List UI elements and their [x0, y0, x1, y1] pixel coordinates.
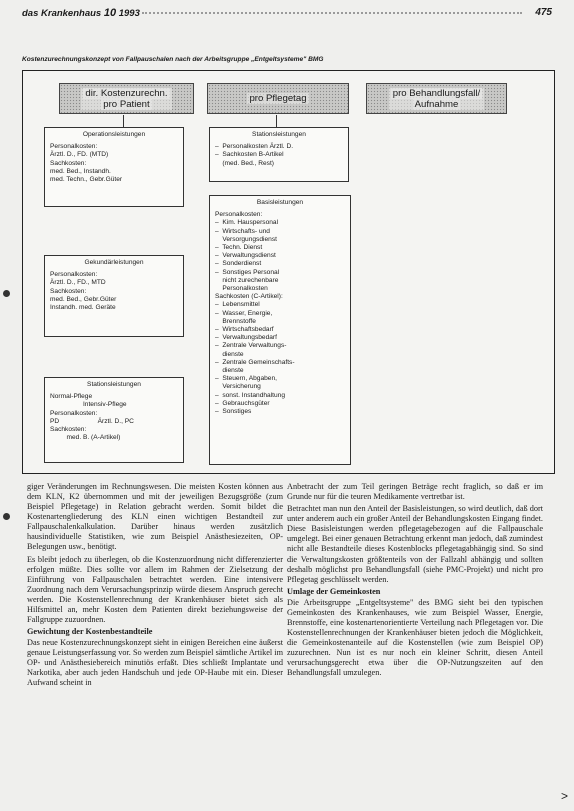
connector-line — [276, 115, 277, 127]
box-line: Versicherung — [215, 383, 261, 391]
box-line: – Wasser, Energie, — [215, 309, 273, 317]
section-heading: Umlage der Gemeinkosten — [287, 586, 381, 596]
box-line: Instandh. med. Geräte — [50, 304, 116, 312]
figure-caption: Kostenzurechnungskonzept von Fallpauschalen nach der Arbeitsgruppe „Entgeltsysteme" BMG — [22, 56, 324, 63]
box-line: – Personalkosten Ärztl. D. — [215, 143, 294, 151]
box-line: – Sachkosten B-Artikel — [215, 151, 284, 159]
page-number: 475 — [535, 7, 552, 18]
box-gekundaerleistungen — [44, 255, 184, 337]
box-line: – Verwaltungsbedarf — [215, 334, 277, 342]
paragraph: giger Veränderungen im Rechnungswesen. Die meisten Kosten können aus dem KLN, K2 übernommen und mit der jeweiligen Bezugsgröße (zum Beispiel Pflegetage) in Relation gebracht werden. Somit bildet die Kostenartengliederung des KLN einen wichtigen Bestandteil zur Fallpauschalenkalkulation. Darüber hinaus werden zusätzlich hausindividuelle Statistiken, wie zum Beispiel Anästhesiezeiten, OP-Belegungen usw., benötigt. — [27, 482, 283, 552]
header-rule — [142, 12, 522, 16]
box-line: – Wirtschaftsbedarf — [215, 326, 274, 334]
box-line: Sachkosten: — [50, 159, 87, 167]
header-per-patient: dir. Kostenzurechn. pro Patient — [59, 83, 194, 114]
box-line: PD Ärztl. D., PC — [50, 417, 134, 425]
box-line: – Zentrale Gemeinschafts- — [215, 358, 295, 366]
box-line: Normal-Pflege — [50, 393, 93, 401]
box-line: Intensiv-Pflege — [50, 401, 127, 409]
box-line: – Sonstiges Personal — [215, 268, 280, 276]
box-line: – Steuern, Abgaben, — [215, 375, 277, 383]
box-stationsleistungen-left — [44, 377, 184, 463]
box-basisleistungen — [209, 195, 351, 465]
journal-title: das Krankenhaus 10 1993 — [22, 7, 140, 19]
header-per-care-day: pro Pflegetag — [207, 83, 349, 114]
box-line: Ärztl. D., FD., MTD — [50, 279, 106, 287]
box-title: Gekundärleistungen — [84, 259, 144, 266]
section-heading: Gewichtung der Kostenbestandteile — [27, 627, 153, 637]
box-line: med. B. (A-Artikel) — [50, 434, 121, 442]
box-title: Stationsleistungen — [87, 381, 141, 388]
box-line: Sachkosten (C-Artikel): — [215, 293, 283, 301]
text-column-left — [27, 482, 283, 691]
running-head — [22, 5, 552, 21]
box-line: dienste — [215, 367, 244, 375]
box-line: – Gebrauchsgüter — [215, 399, 270, 407]
box-line: Sachkosten: — [50, 287, 87, 295]
box-operationsleistungen — [44, 127, 184, 207]
box-line: nicht zurechenbare — [215, 276, 279, 284]
box-line: med. Bed., Gebr.Güter — [50, 295, 117, 303]
box-line: Personalkosten: — [215, 211, 263, 219]
punch-hole — [3, 290, 10, 297]
paragraph: Es bleibt jedoch zu überlegen, ob die Kostenzuordnung nicht differenzierter erfolgen müßte. Dies sollte vor allem im Rahmen der Zielsetzung der Einführung von Fallpauschalen betrachtet werden. Eine intensivere Zuordnung nach dem Verursachungsprinzip würde diesem Anspruch gerecht werden. Die Kostenstellenrechnung der Krankenhäuser bietet sich als Hilfsmittel an, mehr Kosten dem Patienten direkt beziehungsweise der Fallgruppe zuzuordnen. — [27, 554, 283, 625]
box-line: dienste — [215, 350, 244, 358]
box-line: Sachkosten: — [50, 426, 87, 434]
box-line: Personalkosten: — [50, 271, 98, 279]
paragraph: Betrachtet man nun den Anteil der Basisleistungen, so wird deutlich, daß dort unter anderem auch ein großer Anteil der Behandlungskosten Eingang findet. Diese Basisleistungen werden pflegetagebezogen auf die Fallpauschale umgelegt. Bei einer genauen Betrachtung erkennt man jedoch, daß zumindest nicht alle Bestandteile dieses Kostenblocks pflegetagabhängig sind. So sind die Verwaltungskosten größtenteils von der Fallzahl abhängig und sollten deshalb möglichst pro Behandlungsfall (siehe PMC-Projekt) und nicht pro Pflegetag geschlüsselt werden. — [287, 504, 543, 584]
box-line: Brennstoffe — [215, 317, 256, 325]
text-column-right — [287, 482, 543, 680]
box-line: – Wirtschafts- und — [215, 227, 270, 235]
box-title: Stationsleistungen — [252, 131, 306, 138]
punch-hole — [3, 513, 10, 520]
box-line: – Techn. Dienst — [215, 244, 263, 252]
box-line: – Verwaltungsdienst — [215, 252, 276, 260]
paragraph: Das neue Kostenzurechnungskonzept sieht in einigen Bereichen eine äußerst genaue Leistungserfassung vor. So werden zum Beispiel sämtliche Artikel im OP- und Anästhesiebereich minutiös erfaßt. Dies schließt Implantate und Narkotika, aber auch jeden Handschuh und jede OP-Haube mit ein. Dieser Aufwand scheint in — [27, 638, 283, 688]
box-line: Personalkosten — [215, 285, 268, 293]
box-title: Operationsleistungen — [82, 131, 146, 138]
box-line: – Sonstiges — [215, 408, 252, 416]
basis-lines — [215, 211, 345, 416]
box-line: med. Techn., Gebr.Güter — [50, 176, 123, 184]
box-line: – sonst. Instandhaltung — [215, 391, 286, 399]
box-line: – Zentrale Verwaltungs- — [215, 342, 287, 350]
box-line: Versorgungsdienst — [215, 235, 277, 243]
box-line: – Sonderdienst — [215, 260, 262, 268]
box-line: – Kim. Hauspersonal — [215, 219, 279, 227]
header-per-case: pro Behandlungsfall/ Aufnahme — [366, 83, 507, 114]
paragraph: Anbetracht der zum Teil geringen Beträge recht fraglich, so daß er im Grunde nur für die teuren Medikamente vertretbar ist. — [287, 482, 543, 502]
box-title: Basisleistungen — [256, 199, 304, 206]
box-line: (med. Bed., Rest) — [215, 159, 274, 167]
box-line: Personalkosten: — [50, 143, 98, 151]
paragraph: Die Arbeitsgruppe „Entgeltsysteme" des BMG sieht bei den typischen Gemeinkosten des Krankenhauses, wie zum Beispiel Wasser, Energie, Brennstoffe, eine kostenartenorientierte Verteilung nach Pflegetagen vor. Die Kostenstellenrechnungen der Krankenhäuser bieten jedoch die Möglichkeit, die Gemeinkostenanteile auf die Kostenstellen (wie zum Beispiel OP) zuzurechnen. Nun ist es nur noch ein kleiner Schritt, diesen Anteil verursachungsgerecht etwa über die OP-Nutzungszeiten auf den Behandlungsfall umzulegen. — [287, 597, 543, 678]
connector-line — [123, 115, 124, 127]
box-line: – Lebensmittel — [215, 301, 260, 309]
box-line: Ärztl. D., FD. (MTD) — [50, 151, 109, 159]
cost-allocation-diagram — [22, 70, 555, 474]
box-line: Personalkosten: — [50, 409, 98, 417]
continue-arrow: > — [560, 789, 568, 803]
box-stationsleistungen-top — [209, 127, 349, 182]
box-line: med. Bed., Instandh. — [50, 167, 111, 175]
